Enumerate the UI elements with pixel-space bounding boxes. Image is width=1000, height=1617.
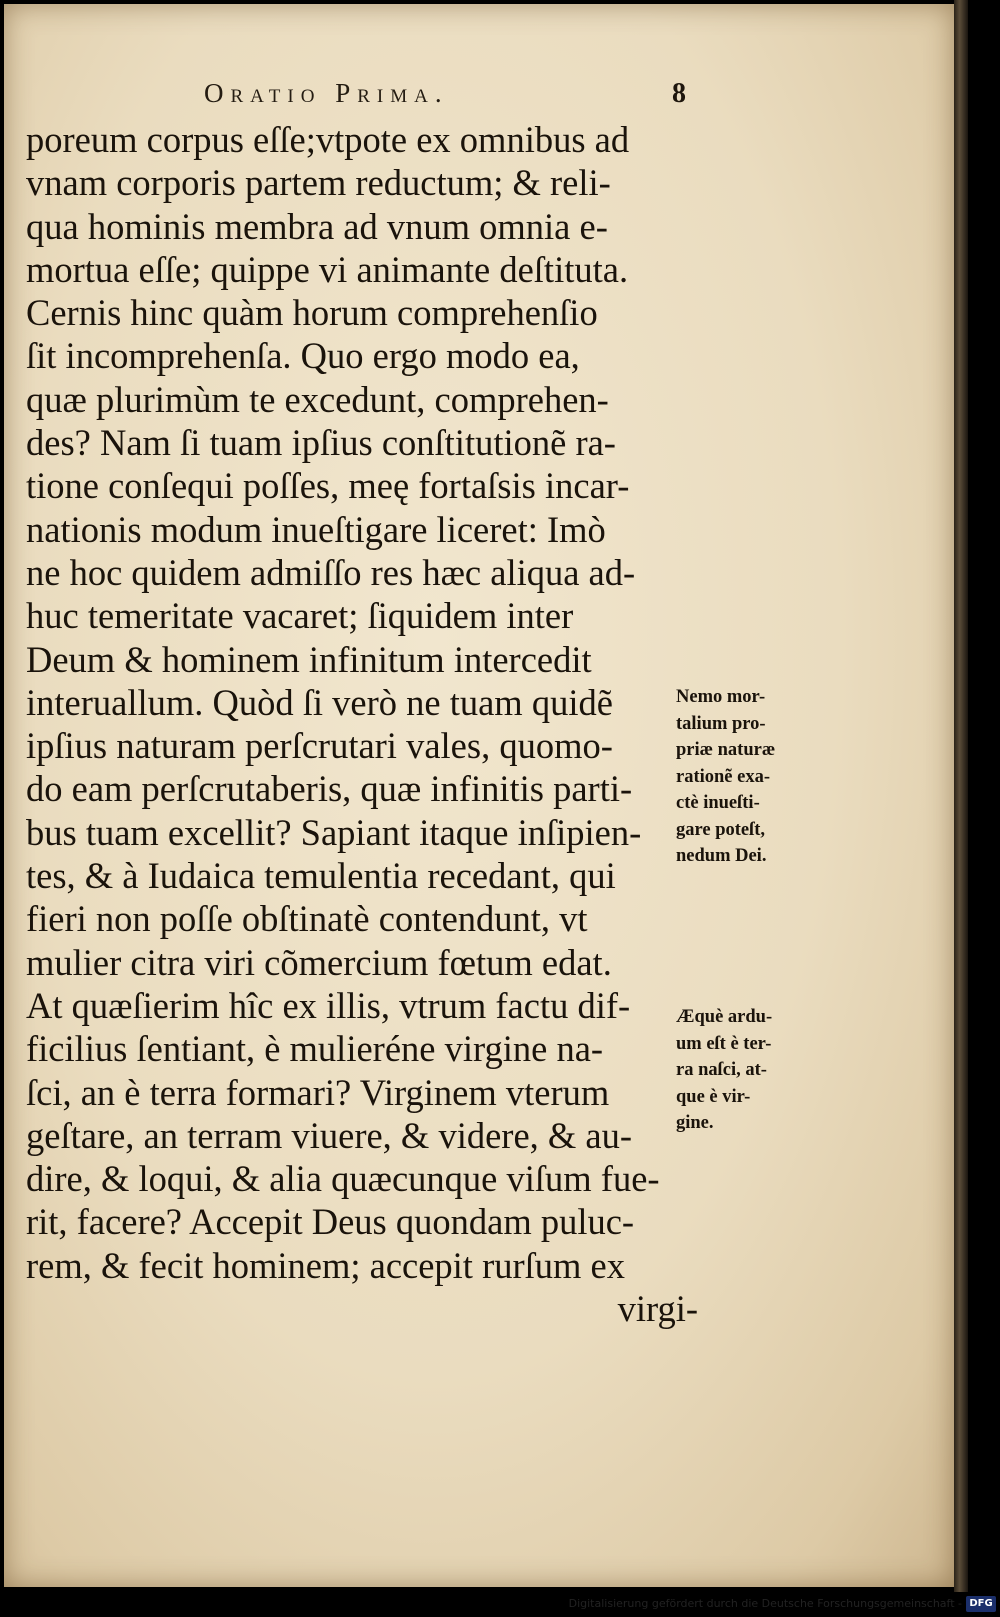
text-line: vnam corporis partem reductum; & reli-	[26, 162, 611, 204]
dfg-logo: DFG	[966, 1596, 996, 1612]
margin-note-line: que è vir-	[676, 1086, 751, 1107]
digitization-credit: Digitalisierung gefördert durch die Deutsche Forschungsgemeinschaft -	[568, 1597, 962, 1610]
margin-note-line: priæ naturæ	[676, 740, 776, 760]
text-line: ne hoc quidem admiſſo res hæc aliqua ad-	[26, 551, 636, 593]
text-line: interuallum. Quòd ſi verò ne tuam quidẽ	[26, 681, 613, 723]
text-line: At quæſierim hîc ex illis, vtrum factu dif-	[26, 984, 631, 1026]
catchword: virgi-	[617, 1288, 698, 1330]
text-line: ſci, an è terra formari? Virginem vterum	[26, 1071, 610, 1113]
text-line: des? Nam ſi tuam ipſius conſtitutionẽ ra-	[26, 422, 616, 464]
text-line: huc temeritate vacaret; ſiquidem inter	[26, 595, 574, 637]
text-line: poreum corpus eſſe;vtpote ex omnibus ad	[26, 119, 630, 160]
text-line: do eam perſcrutaberis, quæ infinitis parti-	[26, 768, 633, 810]
text-line: rit, facere? Accepit Deus quondam puluc-	[26, 1201, 635, 1243]
text-line: nationis modum inueſtigare liceret: Imò	[26, 508, 606, 550]
margin-note-nemo	[676, 684, 824, 870]
text-line: geſtare, an terram viuere, & videre, & au-	[26, 1114, 633, 1156]
text-line: rem, & fecit hominem; accepit rurſum ex	[26, 1244, 625, 1286]
text-line: Cernis hinc quàm horum comprehenſio	[26, 292, 598, 334]
main-text-block	[26, 118, 698, 1330]
text-line: ficilius ſentiant, è mulieréne virgine na-	[26, 1028, 604, 1070]
text-line: quæ plurimùm te excedunt, comprehen-	[26, 378, 609, 420]
book-page-edge	[954, 0, 968, 1592]
text-line: Deum & hominem infinitum intercedit	[26, 638, 592, 680]
text-line: bus tuam excellit? Sapiant itaque inſipien-	[26, 811, 642, 853]
margin-note-line: nedum Dei.	[676, 846, 767, 866]
margin-note-line: gare poteſt,	[676, 819, 766, 840]
bleed-through-text	[756, 452, 762, 482]
margin-note-aeque	[676, 1004, 824, 1137]
text-line: tes, & à Iudaica temulentia recedant, qui	[26, 855, 616, 897]
text-line: ipſius naturam perſcrutari vales, quomo-	[26, 725, 613, 767]
running-title: Oratio Prima.	[204, 78, 449, 108]
margin-note-line: rationẽ exa-	[676, 766, 771, 787]
margin-note-line: Æquè ardu-	[676, 1007, 773, 1027]
text-line: mortua eſſe; quippe vi animante deſtituta.	[26, 248, 629, 290]
text-line: fieri non poſſe obſtinatè contendunt, vt	[26, 898, 588, 940]
text-line: qua hominis membra ad vnum omnia e-	[26, 205, 608, 247]
text-line: tione conſequi poſſes, meę fortaſsis incar-	[26, 465, 630, 507]
page-header	[204, 78, 704, 114]
text-line: dire, & loqui, & alia quæcunque viſum fue-	[26, 1158, 660, 1200]
margin-note-line: Nemo mor-	[676, 687, 766, 707]
text-line: ſit incomprehenſa. Quo ergo modo ea,	[26, 335, 580, 377]
margin-note-line: talium pro-	[676, 713, 766, 734]
margin-note-line: um eſt è ter-	[676, 1033, 772, 1054]
margin-note-line: ctè inueſti-	[676, 793, 760, 813]
margin-note-line: gine.	[676, 1113, 714, 1133]
margin-note-line: ra naſci, at-	[676, 1060, 767, 1080]
book-page	[4, 4, 954, 1587]
text-line: mulier citra viri cõmercium fœtum edat.	[26, 941, 612, 983]
page-number: 8	[672, 78, 686, 109]
